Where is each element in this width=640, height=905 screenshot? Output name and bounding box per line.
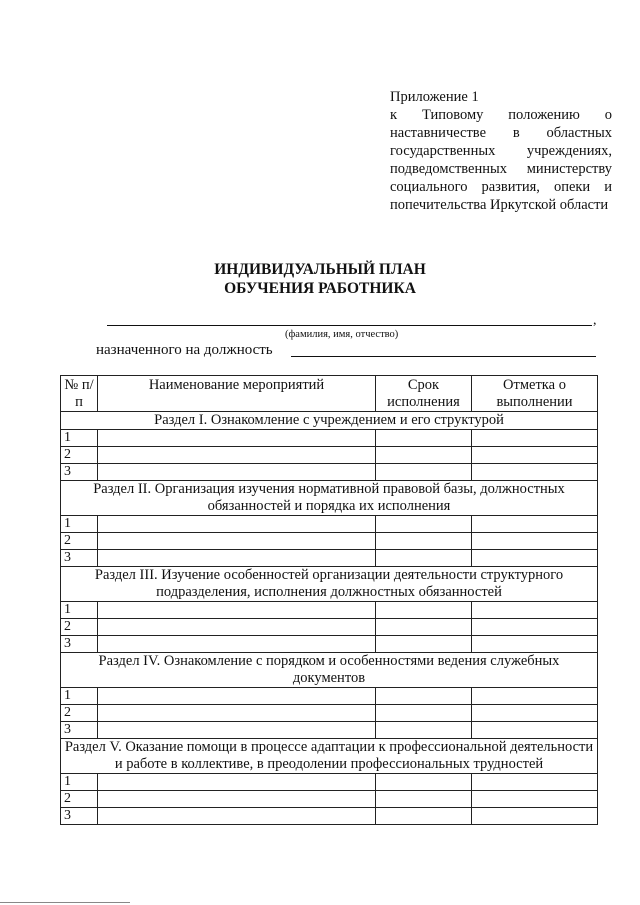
- event-cell[interactable]: [98, 808, 376, 825]
- table-row: [61, 774, 598, 791]
- title-line-1: ИНДИВИДУАЛЬНЫЙ ПЛАН: [214, 261, 426, 278]
- event-cell[interactable]: [98, 688, 376, 705]
- header-mark: Отметка о выполнении: [472, 376, 598, 412]
- mark-cell[interactable]: [472, 516, 598, 533]
- event-cell[interactable]: [98, 464, 376, 481]
- footer-divider: [0, 902, 130, 903]
- section-row: [61, 481, 598, 516]
- row-number: 2: [61, 447, 98, 464]
- row-number: 2: [61, 619, 98, 636]
- section-row: [61, 653, 598, 688]
- mark-cell[interactable]: [472, 722, 598, 739]
- row-number: 2: [61, 533, 98, 550]
- term-cell[interactable]: [376, 533, 472, 550]
- row-number: 3: [61, 464, 98, 481]
- title-line-2: ОБУЧЕНИЯ РАБОТНИКА: [224, 280, 416, 297]
- section-row: [61, 739, 598, 774]
- term-cell[interactable]: [376, 688, 472, 705]
- document-title: [0, 260, 640, 298]
- term-cell[interactable]: [376, 774, 472, 791]
- event-cell[interactable]: [98, 550, 376, 567]
- row-number: 2: [61, 791, 98, 808]
- mark-cell[interactable]: [472, 447, 598, 464]
- table-row: [61, 791, 598, 808]
- row-number: 1: [61, 774, 98, 791]
- term-cell[interactable]: [376, 808, 472, 825]
- table-row: [61, 430, 598, 447]
- table-row: [61, 602, 598, 619]
- table-row: [61, 688, 598, 705]
- row-number: 1: [61, 602, 98, 619]
- row-number: 2: [61, 705, 98, 722]
- mark-cell[interactable]: [472, 619, 598, 636]
- row-number: 3: [61, 808, 98, 825]
- row-number: 1: [61, 430, 98, 447]
- mark-cell[interactable]: [472, 705, 598, 722]
- table-row: [61, 636, 598, 653]
- event-cell[interactable]: [98, 516, 376, 533]
- mark-cell[interactable]: [472, 602, 598, 619]
- header-name: Наименование мероприятий: [98, 376, 376, 412]
- table-row: [61, 464, 598, 481]
- mark-cell[interactable]: [472, 688, 598, 705]
- event-cell[interactable]: [98, 430, 376, 447]
- event-cell[interactable]: [98, 533, 376, 550]
- table-row: [61, 516, 598, 533]
- term-cell[interactable]: [376, 516, 472, 533]
- term-cell[interactable]: [376, 550, 472, 567]
- event-cell[interactable]: [98, 722, 376, 739]
- position-fill-line[interactable]: [291, 356, 596, 357]
- table-row: [61, 722, 598, 739]
- mark-cell[interactable]: [472, 791, 598, 808]
- section-title: Раздел III. Изучение особенностей организации деятельности структурного подразделения, исполнения должностных обязанностей: [61, 567, 598, 602]
- appendix-body: к Типовому положению о наставничестве в областных государственных учреждениях, подведомственных министерству социального развития, опеки и попечительства Иркутской области: [390, 107, 612, 213]
- mark-cell[interactable]: [472, 774, 598, 791]
- term-cell[interactable]: [376, 791, 472, 808]
- section-row: [61, 567, 598, 602]
- term-cell[interactable]: [376, 430, 472, 447]
- mark-cell[interactable]: [472, 808, 598, 825]
- term-cell[interactable]: [376, 619, 472, 636]
- header-term: Срок исполнения: [376, 376, 472, 412]
- event-cell[interactable]: [98, 705, 376, 722]
- event-cell[interactable]: [98, 636, 376, 653]
- table-row: [61, 619, 598, 636]
- event-cell[interactable]: [98, 619, 376, 636]
- row-number: 1: [61, 688, 98, 705]
- position-label: назначенного на должность: [96, 342, 273, 358]
- appendix-block: [390, 88, 612, 214]
- fio-comma: ,: [593, 313, 597, 328]
- mark-cell[interactable]: [472, 636, 598, 653]
- row-number: 3: [61, 636, 98, 653]
- section-title: Раздел II. Организация изучения нормативной правовой базы, должностных обязанностей и порядка их исполнения: [61, 481, 598, 516]
- header-num: № п/п: [61, 376, 98, 412]
- row-number: 3: [61, 722, 98, 739]
- term-cell[interactable]: [376, 705, 472, 722]
- term-cell[interactable]: [376, 636, 472, 653]
- section-title: Раздел I. Ознакомление с учреждением и его структурой: [61, 412, 598, 430]
- section-title: Раздел V. Оказание помощи в процессе адаптации к профессиональной деятельности и работе в коллективе, в преодолении профессиональных трудностей: [61, 739, 598, 774]
- mark-cell[interactable]: [472, 550, 598, 567]
- term-cell[interactable]: [376, 722, 472, 739]
- term-cell[interactable]: [376, 464, 472, 481]
- table-row: [61, 550, 598, 567]
- row-number: 1: [61, 516, 98, 533]
- fio-caption: (фамилия, имя, отчество): [285, 329, 399, 340]
- term-cell[interactable]: [376, 602, 472, 619]
- training-plan-table: [60, 375, 598, 825]
- row-number: 3: [61, 550, 98, 567]
- table-header-row: [61, 376, 598, 412]
- table-row: [61, 447, 598, 464]
- mark-cell[interactable]: [472, 430, 598, 447]
- event-cell[interactable]: [98, 602, 376, 619]
- section-title: Раздел IV. Ознакомление с порядком и особенностями ведения служебных документов: [61, 653, 598, 688]
- mark-cell[interactable]: [472, 464, 598, 481]
- appendix-heading: Приложение 1: [390, 89, 479, 105]
- event-cell[interactable]: [98, 774, 376, 791]
- table-row: [61, 533, 598, 550]
- event-cell[interactable]: [98, 447, 376, 464]
- table-row: [61, 705, 598, 722]
- section-row: [61, 412, 598, 430]
- table-row: [61, 808, 598, 825]
- term-cell[interactable]: [376, 447, 472, 464]
- event-cell[interactable]: [98, 791, 376, 808]
- fio-fill-line[interactable]: [107, 325, 592, 326]
- mark-cell[interactable]: [472, 533, 598, 550]
